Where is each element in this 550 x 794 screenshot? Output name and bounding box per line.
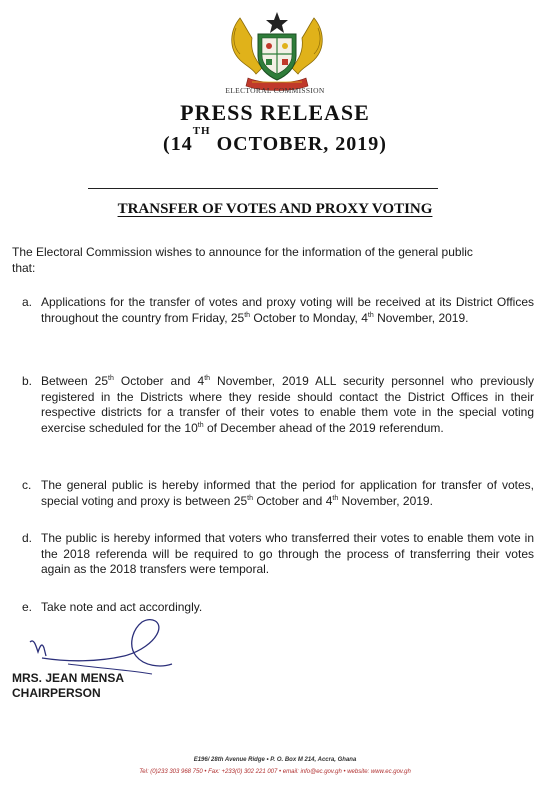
list-item-label: d. <box>22 531 33 545</box>
signatory-name: MRS. JEAN MENSA <box>12 671 125 685</box>
footer-contacts: Tel: (0)233 303 968 750 • Fax: +233(0) 302 221 007 • email: info@ec.gov.gh • website: www.ec.gov.gh <box>139 769 411 775</box>
list-item <box>22 295 534 326</box>
footer-address: E196/ 28th Avenue Ridge • P. O. Box M 214, Accra, Ghana <box>193 757 357 763</box>
release-date-rest: OCTOBER, 2019) <box>210 133 387 155</box>
signatory-title: CHAIRPERSON <box>12 686 101 700</box>
organization-name: ELECTORAL COMMISSION <box>225 86 325 95</box>
list-item-text: Applications for the transfer of votes and proxy voting will be received at its District Offices throughout the country from Friday, 25th October to Monday, 4th November, 2019. <box>41 295 534 325</box>
list-item-label: a. <box>22 295 33 309</box>
list-item-text: The public is hereby informed that voters who transferred their votes to enable them vote in the 2018 referenda will be required to go through the process of transferring their votes again as the 2018 transfers were temporal. <box>41 531 534 576</box>
release-date-prefix: (14 <box>163 133 193 155</box>
list-item-label: e. <box>22 600 33 614</box>
list-item-text: Between 25th October and 4th November, 2019 ALL security personnel who previously registered in the Districts where they reside should contact the District Offices in their respective districts for a transfer of their votes to enable them vote in the special voting exercise scheduled for the 10th of December ahead of the 2019 referendum. <box>41 374 534 435</box>
list-item-text: The general public is hereby informed that the period for application for transfer of votes, special voting and proxy is between 25th October and 4th November, 2019. <box>41 478 534 508</box>
release-date <box>0 125 550 156</box>
release-date-suffix: TH <box>192 125 211 137</box>
signatory-block <box>12 671 124 701</box>
coat-of-arms-logo <box>222 8 332 94</box>
intro-paragraph: The Electoral Commission wishes to announce for the information of the general public that: <box>12 245 473 275</box>
subject-heading <box>0 201 550 218</box>
list-item-label: b. <box>22 374 33 388</box>
divider-line <box>88 188 438 189</box>
subject-text: TRANSFER OF VOTES AND PROXY VOTING <box>117 201 433 217</box>
list-item-text: Take note and act accordingly. <box>41 600 203 614</box>
document-title: PRESS RELEASE <box>180 100 370 125</box>
list-item <box>22 374 534 436</box>
list-item <box>22 531 534 578</box>
list-item-label: c. <box>22 478 32 492</box>
list-item <box>22 478 534 509</box>
